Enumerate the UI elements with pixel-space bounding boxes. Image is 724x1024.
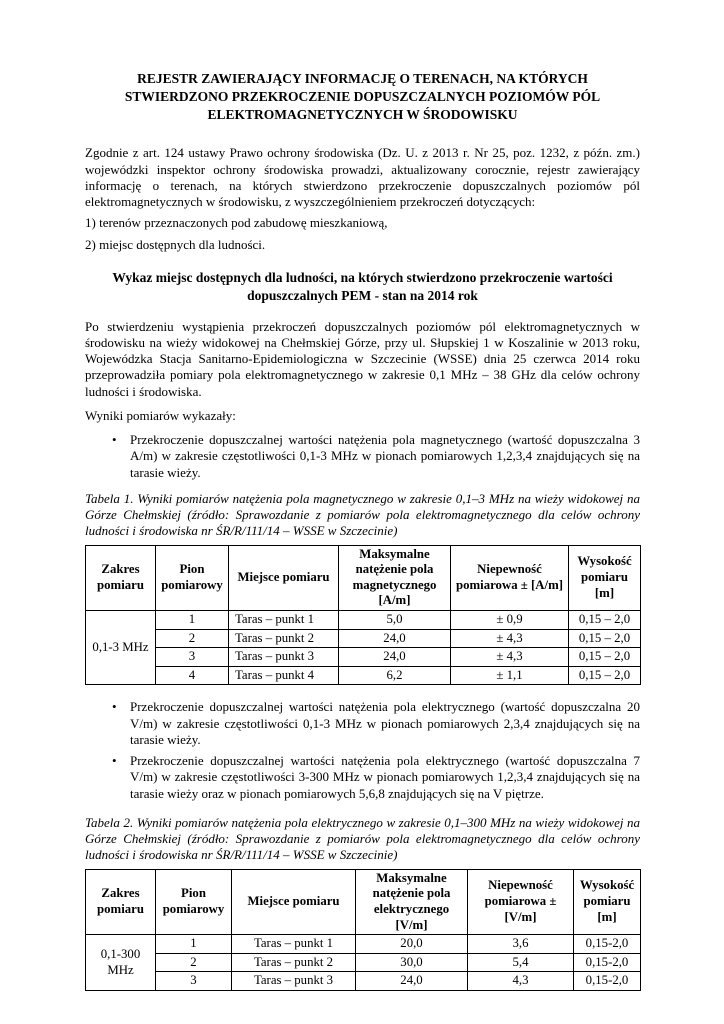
cell-miejsce: Taras – punkt 2	[232, 953, 356, 972]
table1-magnetic-field-results	[85, 545, 641, 686]
cell-miejsce: Taras – punkt 2	[229, 629, 339, 648]
cell-value: 5,0	[339, 611, 451, 630]
intro-paragraph: Zgodnie z art. 124 ustawy Prawo ochrony środowiska (Dz. U. z 2013 r. Nr 25, poz. 1232, z późn. zm.) wojewódzki inspektor ochrony środowiska prowadzi, aktualizowany corocznie, rejestr zawierający informację o terenach, na których stwierdzono przekroczenie dopuszczalnych poziomów pól elektromagnetycznych w środowisku, z wyszczególnieniem przekroczeń dotyczących:	[85, 145, 640, 210]
cell-uncertainty: 4,3	[468, 972, 574, 991]
column-header-niepewnosc: Niepewność pomiarowa ± [A/m]	[451, 545, 569, 610]
column-header-natezenie: Maksymalne natężenie pola elektrycznego [V/m]	[356, 869, 468, 934]
bullet-item-electric-7	[112, 753, 640, 802]
cell-height: 0,15-2,0	[574, 953, 641, 972]
column-header-miejsce: Miejsce pomiaru	[232, 869, 356, 934]
bullet-icon: •	[112, 432, 117, 448]
bullet-item-magnetic	[112, 432, 640, 481]
table1-caption: Tabela 1. Wyniki pomiarów natężenia pola magnetycznego w zakresie 0,1–3 MHz na wieży widokowej na Górze Chełmskiej (źródło: Sprawozdanie z pomiarów pola elektromagnetycznego dla celów ochrony ludności i środowiska nr ŚR/R/111/14 – WSSE w Szczecinie)	[85, 490, 640, 539]
table-row	[86, 953, 641, 972]
column-header-wysokosc: Wysokość pomiaru [m]	[574, 869, 641, 934]
cell-height: 0,15 – 2,0	[569, 648, 641, 667]
results-lead: Wyniki pomiarów wykazały:	[85, 407, 236, 423]
cell-miejsce: Taras – punkt 3	[229, 648, 339, 667]
column-header-zakres: Zakres pomiaru	[86, 869, 156, 934]
document-title: REJESTR ZAWIERAJĄCY INFORMACJĘ O TERENACH, NA KTÓRYCH STWIERDZONO PRZEKROCZENIE DOPUSZCZALNYCH POZIOMÓW PÓL ELEKTROMAGNETYCZNYCH W ŚRODOWISKU	[124, 71, 601, 122]
cell-pion: 1	[156, 935, 232, 954]
column-header-natezenie: Maksymalne natężenie pola magnetycznego [A/m]	[339, 545, 451, 610]
table2-electric-field-results	[85, 869, 641, 991]
cell-value: 6,2	[339, 666, 451, 685]
cell-uncertainty: ± 4,3	[451, 629, 569, 648]
cell-miejsce: Taras – punkt 1	[232, 935, 356, 954]
bullet-item-electric-20	[112, 699, 640, 748]
cell-miejsce: Taras – punkt 1	[229, 611, 339, 630]
bullet-icon: •	[112, 699, 117, 715]
cell-pion: 1	[156, 611, 229, 630]
table-row	[86, 972, 641, 991]
intro-item-2: 2) miejsc dostępnych dla ludności.	[85, 236, 266, 252]
cell-pion: 4	[156, 666, 229, 685]
table2-body	[86, 935, 641, 991]
column-header-pion: Pion pomiarowy	[156, 869, 232, 934]
table1-header-row	[86, 545, 641, 610]
cell-miejsce: Taras – punkt 4	[229, 666, 339, 685]
cell-miejsce: Taras – punkt 3	[232, 972, 356, 991]
table-row	[86, 611, 641, 630]
column-header-miejsce: Miejsce pomiaru	[229, 545, 339, 610]
cell-value: 24,0	[356, 972, 468, 991]
cell-value: 20,0	[356, 935, 468, 954]
cell-value: 30,0	[356, 953, 468, 972]
column-header-pion: Pion pomiarowy	[156, 545, 229, 610]
table-row	[86, 629, 641, 648]
bullet-icon: •	[112, 753, 117, 769]
intro-item-1: 1) terenów przeznaczonych pod zabudowę mieszkaniową,	[85, 215, 388, 231]
column-header-wysokosc: Wysokość pomiaru [m]	[569, 545, 641, 610]
cell-pion: 3	[156, 648, 229, 667]
cell-height: 0,15-2,0	[574, 935, 641, 954]
cell-pion: 3	[156, 972, 232, 991]
cell-value: 24,0	[339, 629, 451, 648]
table1-body	[86, 611, 641, 685]
cell-height: 0,15 – 2,0	[569, 629, 641, 648]
column-header-niepewnosc: Niepewność pomiarowa ± [V/m]	[468, 869, 574, 934]
bullet-text: Przekroczenie dopuszczalnej wartości natężenia pola elektrycznego (wartość dopuszczalna 7 V/m) w zakresie częstotliwości 3-300 MHz w pionach pomiarowych 1,2,3,4 znajdujących się na tarasie wieży oraz w pionach pomiarowych 5,6,8 znajdujących się na V piętrze.	[130, 753, 640, 801]
range-cell: 0,1-300 MHz	[86, 935, 156, 991]
cell-height: 0,15-2,0	[574, 972, 641, 991]
table2-header-row	[86, 869, 641, 934]
cell-height: 0,15 – 2,0	[569, 611, 641, 630]
cell-uncertainty: ± 4,3	[451, 648, 569, 667]
range-cell: 0,1-3 MHz	[86, 611, 156, 685]
cell-pion: 2	[156, 629, 229, 648]
cell-uncertainty: 3,6	[468, 935, 574, 954]
cell-uncertainty: 5,4	[468, 953, 574, 972]
table2-caption: Tabela 2. Wyniki pomiarów natężenia pola elektrycznego w zakresie 0,1–300 MHz na wieży widokowej na Górze Chełmskiej (źródło: Sprawozdanie z pomiarów pola elektromagnetycznego dla celów ochrony ludności i środowiska nr ŚR/R/111/14 – WSSE w Szczecinie)	[85, 814, 640, 863]
bullet-text: Przekroczenie dopuszczalnej wartości natężenia pola magnetycznego (wartość dopuszczalna 3 A/m) w zakresie częstotliwości 0,1-3 MHz w pionach pomiarowych 1,2,3,4 znajdujących się na tarasie wieży.	[130, 432, 640, 480]
table-row	[86, 666, 641, 685]
body-paragraph: Po stwierdzeniu wystąpienia przekroczeń dopuszczalnych poziomów pól elektromagnetycznych w środowisku na wieży widokowej na Chełmskiej Górze, przy ul. Słupskiej 1 w Koszalinie w 2013 roku, Wojewódzka Stacja Sanitarno-Epidemiologiczna w Szczecinie (WSSE) dnia 25 czerwca 2014 roku przeprowadziła pomiary pola elektromagnetycznego w zakresie 0,1 MHz – 38 GHz dla celów ochrony ludności i środowiska.	[85, 318, 640, 399]
cell-uncertainty: ± 1,1	[451, 666, 569, 685]
cell-height: 0,15 – 2,0	[569, 666, 641, 685]
table-row	[86, 935, 641, 954]
cell-pion: 2	[156, 953, 232, 972]
table-row	[86, 648, 641, 667]
cell-uncertainty: ± 0,9	[451, 611, 569, 630]
section-heading: Wykaz miejsc dostępnych dla ludności, na których stwierdzono przekroczenie wartości dopuszczalnych PEM - stan na 2014 rok	[112, 269, 613, 303]
bullet-text: Przekroczenie dopuszczalnej wartości natężenia pola elektrycznego (wartość dopuszczalna 20 V/m) w zakresie częstotliwości 0,1-3 MHz w pionach pomiarowych 2,3,4 znajdujących się na tarasie wieży.	[130, 699, 640, 747]
column-header-zakres: Zakres pomiaru	[86, 545, 156, 610]
cell-value: 24,0	[339, 648, 451, 667]
